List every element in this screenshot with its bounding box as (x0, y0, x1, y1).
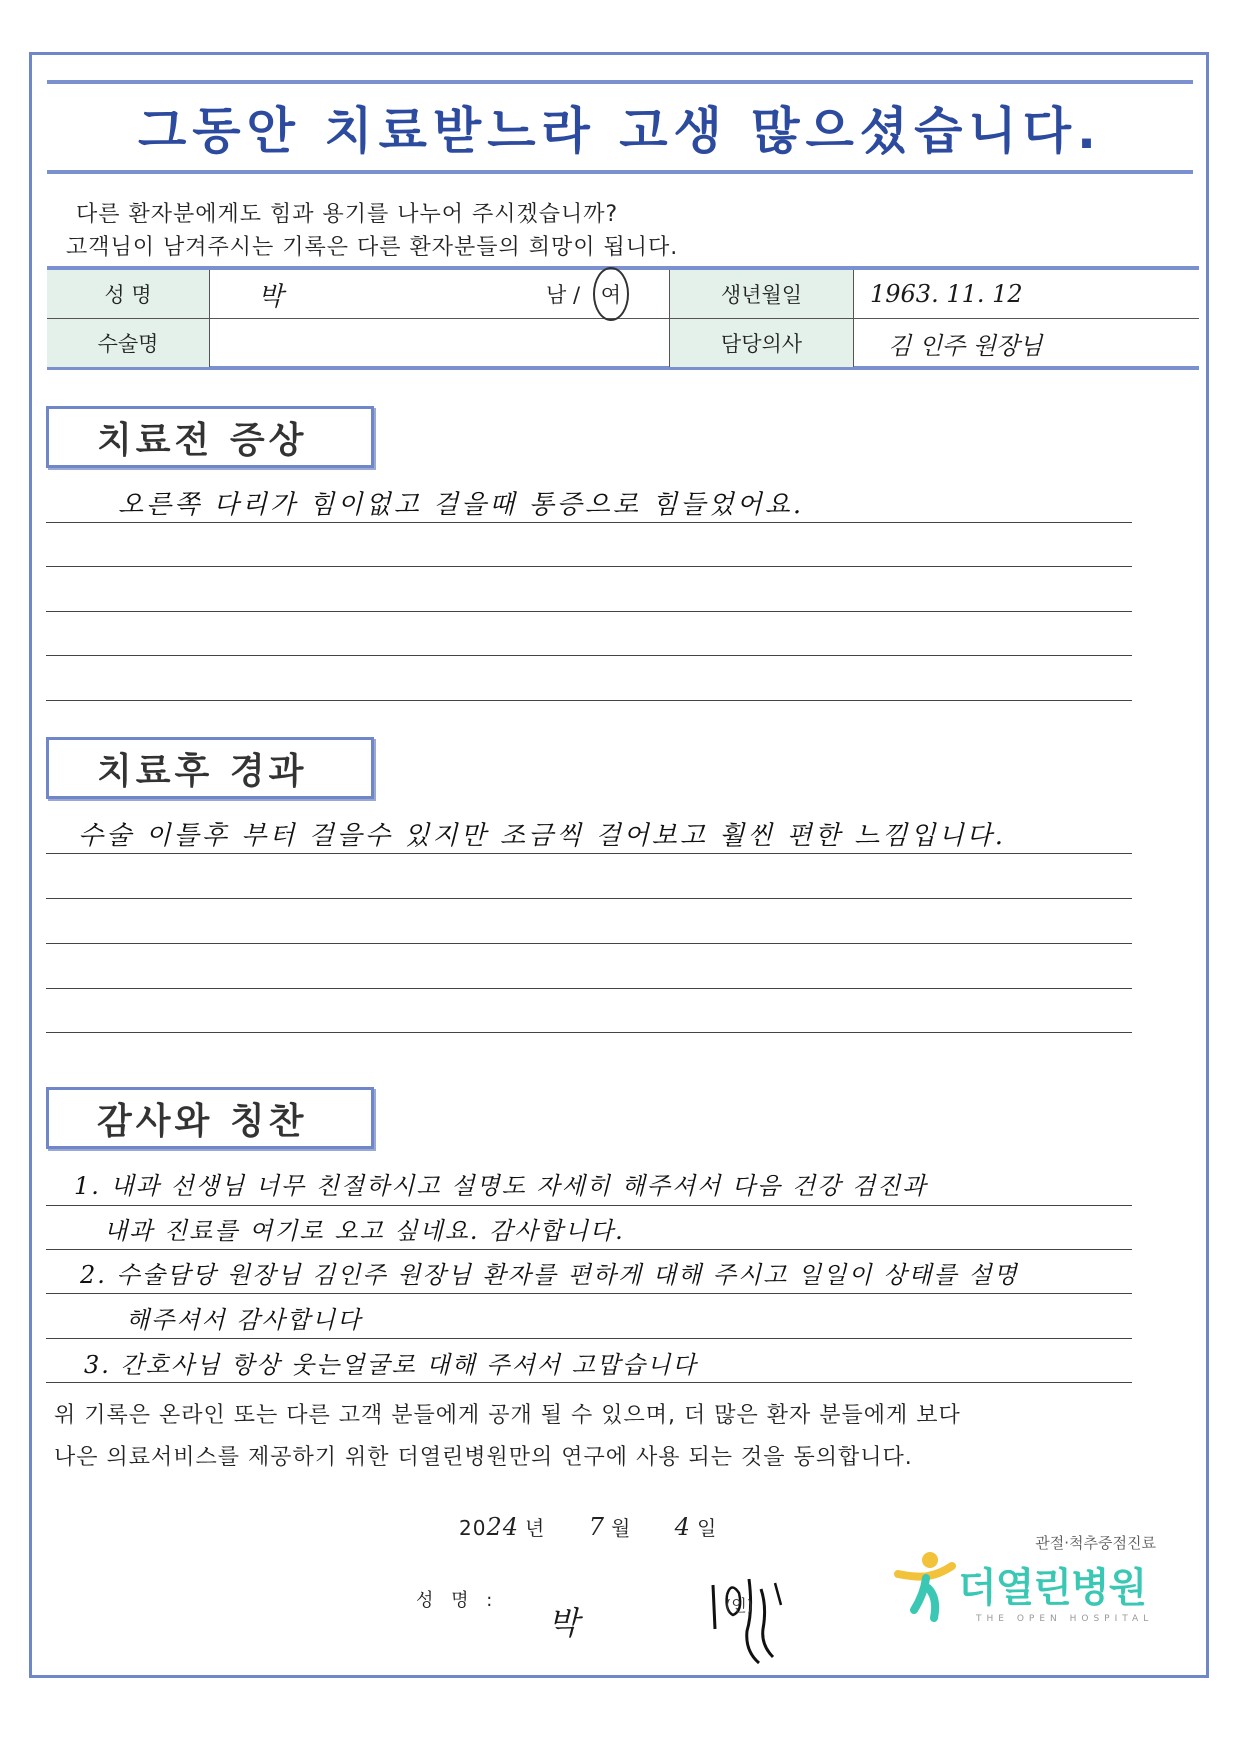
ruled-line (46, 1205, 1132, 1206)
before-text-line-1: 오른쪽 다리가 힘이없고 걸을때 통증으로 힘들었어요. (118, 490, 805, 520)
birth-value: 1963. 11. 12 (870, 280, 1023, 308)
section-title-before: 치료전 증상 (46, 406, 374, 468)
doctor-cell (853, 319, 1199, 367)
info-row-surgery (47, 319, 1199, 367)
signature-label: 성 명 : (416, 1590, 499, 1611)
section-title-thanks: 감사와 칭찬 (46, 1087, 374, 1149)
gender-male: 남 (545, 283, 567, 307)
consent-line-1: 위 기록은 온라인 또는 다른 고객 분들에게 공개 될 수 있으며, 더 많은 환자 분들에게 보다 (54, 1403, 961, 1428)
gender-divider: / (572, 283, 581, 307)
date-year-handwritten: 24 (486, 1513, 519, 1541)
patient-info-table (47, 266, 1199, 370)
logo-tagline: 관절·척추중점진료 (1035, 1534, 1156, 1552)
ruled-line (46, 1338, 1132, 1339)
ruled-line (46, 1032, 1132, 1033)
name-label: 성 명 (47, 270, 209, 318)
logo-name: 더열린병원 (958, 1565, 1147, 1611)
consent-line-2: 나은 의료서비스를 제공하기 위한 더열린병원만의 연구에 사용 되는 것을 동의합니다. (54, 1445, 913, 1470)
ruled-line (46, 611, 1132, 612)
ruled-line (46, 1249, 1132, 1250)
name-cell (209, 270, 669, 318)
birth-label: 생년월일 (669, 270, 853, 318)
thanks-text-line-3: 2. 수술담당 원장님 김인주 원장님 환자를 편하게 대해 주시고 일일이 상태를 설명 (80, 1261, 1019, 1289)
ruled-line (46, 1382, 1132, 1383)
date-day-value: 4 (674, 1513, 691, 1541)
intro-line-1: 다른 환자분에게도 힘과 용기를 나누어 주시겠습니까? (76, 202, 619, 227)
thanks-text-line-2: 내과 진료를 여기로 오고 싶네요. 감사합니다. (104, 1217, 625, 1245)
date-month-label: 월 (610, 1516, 632, 1540)
ruled-line (46, 1293, 1132, 1294)
doctor-value: 김 인주 원장님 (888, 331, 1043, 360)
date-month-value: 7 (588, 1513, 605, 1541)
signature-name: 박 (548, 1604, 579, 1642)
ruled-line (46, 700, 1132, 701)
gender-female-circled: 여 (593, 267, 629, 321)
logo-english: THE OPEN HOSPITAL (976, 1614, 1154, 1624)
ruled-line (46, 943, 1132, 944)
ruled-line (46, 853, 1132, 854)
ruled-line (46, 522, 1132, 523)
thanks-text-line-1: 1. 내과 선생님 너무 친절하시고 설명도 자세히 해주셔서 다음 건강 검진과 (74, 1172, 928, 1200)
date-year-prefix: 20 (459, 1516, 487, 1540)
ruled-line (46, 898, 1132, 899)
date-day-label: 일 (696, 1516, 718, 1540)
page-title: 그동안 치료받느라 고생 많으셨습니다. (137, 102, 1102, 160)
birth-cell (853, 270, 1199, 318)
seal-mark: (인) (725, 1596, 753, 1615)
ruled-line (46, 655, 1132, 656)
section-title-after: 치료후 경과 (46, 737, 374, 799)
gender-field (546, 267, 629, 321)
thanks-text-line-5: 3. 간호사님 항상 웃는얼굴로 대해 주셔서 고맙습니다 (84, 1351, 698, 1379)
ruled-line (46, 988, 1132, 989)
hospital-logo (894, 1532, 1160, 1632)
name-value: 박 (258, 281, 284, 312)
surgery-label: 수술명 (47, 319, 209, 367)
date-line (459, 1512, 717, 1541)
doctor-label: 담당의사 (669, 319, 853, 367)
ruled-line (46, 566, 1132, 567)
title-band (47, 80, 1193, 174)
running-person-icon (894, 1548, 958, 1622)
after-text-line-1: 수술 이틀후 부터 걸을수 있지만 조금씩 걸어보고 훨씬 편한 느낌입니다. (78, 821, 1007, 851)
info-row-name (47, 270, 1199, 319)
thanks-text-line-4: 해주셔서 감사합니다 (126, 1306, 363, 1334)
handwritten-signature-icon (697, 1571, 789, 1667)
date-year-label: 년 (525, 1516, 546, 1540)
surgery-cell (209, 319, 669, 367)
intro-line-2: 고객님이 남겨주시는 기록은 다른 환자분들의 희망이 됩니다. (66, 235, 679, 260)
